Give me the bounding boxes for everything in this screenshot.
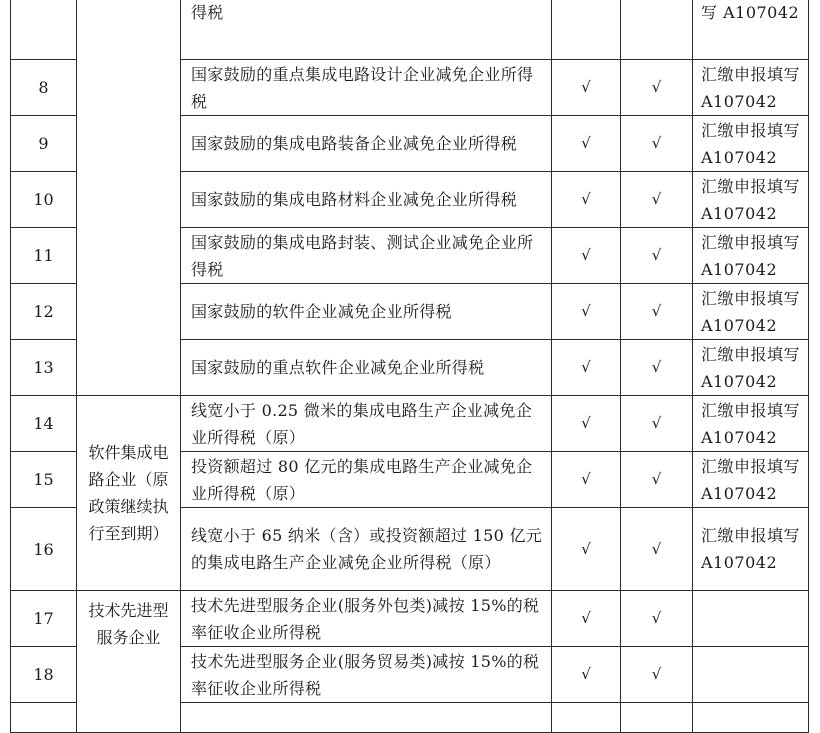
item-text: 线宽小于 65 纳米（含）或投资额超过 150 亿元的集成电路生产企业减免企业所得税（原） [191, 526, 543, 572]
item-cell [181, 284, 552, 340]
check-mark: √ [621, 396, 693, 452]
note-cell [693, 0, 809, 60]
row-number-cell: 15 [11, 452, 77, 508]
row-number-cell: 14 [11, 396, 77, 452]
note-cell [693, 452, 809, 508]
item-cell [181, 508, 552, 591]
item-cell [181, 647, 552, 703]
item-cell [181, 172, 552, 228]
note-cell [693, 116, 809, 172]
category-cell [77, 0, 181, 396]
row-number-cell: 8 [11, 60, 77, 116]
item-text: 线宽小于 0.25 微米的集成电路生产企业减免企业所得税（原） [191, 400, 532, 447]
check-mark: √ [552, 340, 621, 396]
category-label: 软件集成电路企业（原政策继续执行至到期） [88, 443, 169, 543]
check-mark: √ [552, 228, 621, 284]
note-text: 汇缴申报填写 A107042 [701, 232, 801, 279]
category-label: 技术先进型服务企业 [88, 601, 169, 647]
note-cell [693, 60, 809, 116]
check-cell [552, 703, 621, 733]
check-mark: √ [621, 340, 693, 396]
note-text: 汇缴申报填写 A107042 [701, 526, 801, 572]
check-mark: √ [552, 508, 621, 591]
category-cell [77, 591, 181, 733]
item-cell [181, 228, 552, 284]
row-number-cell: 9 [11, 116, 77, 172]
item-text: 投资额超过 80 亿元的集成电路生产企业减免企业所得税（原） [191, 456, 533, 503]
row-number-cell: 13 [11, 340, 77, 396]
item-text: 国家鼓励的重点集成电路设计企业减免企业所得税 [191, 64, 534, 111]
check-mark: √ [621, 284, 693, 340]
item-cell [181, 396, 552, 452]
check-cell [552, 0, 621, 60]
note-text: 汇缴申报填写 A107042 [701, 176, 801, 223]
note-text: 汇缴申报填写 A107042 [701, 120, 801, 167]
note-cell [693, 284, 809, 340]
check-mark: √ [621, 60, 693, 116]
note-text: 汇缴申报填写 A107042 [701, 288, 801, 335]
item-cell [181, 116, 552, 172]
row-number-cell [11, 703, 77, 733]
row-number-cell: 16 [11, 508, 77, 591]
note-cell [693, 703, 809, 733]
row-number-cell: 12 [11, 284, 77, 340]
item-text: 技术先进型服务企业(服务外包类)减按 15%的税率征收企业所得税 [191, 595, 540, 642]
note-cell [693, 396, 809, 452]
check-mark: √ [621, 647, 693, 703]
row-number-cell: 17 [11, 591, 77, 647]
item-text: 技术先进型服务企业(服务贸易类)减按 15%的税率征收企业所得税 [191, 651, 540, 698]
check-mark: √ [552, 284, 621, 340]
item-text: 国家鼓励的集成电路装备企业减免企业所得税 [191, 134, 518, 153]
check-mark: √ [552, 60, 621, 116]
item-text: 国家鼓励的软件企业减免企业所得税 [191, 302, 452, 321]
note-text: 汇缴申报填写 A107042 [701, 400, 801, 447]
check-mark: √ [552, 452, 621, 508]
table-row [11, 396, 809, 452]
check-cell [621, 0, 693, 60]
item-cell [181, 591, 552, 647]
check-mark: √ [552, 116, 621, 172]
check-mark: √ [552, 172, 621, 228]
check-mark: √ [621, 172, 693, 228]
item-text: 得税 [191, 3, 224, 22]
tax-incentive-table [10, 0, 809, 733]
check-mark: √ [552, 591, 621, 647]
note-cell [693, 228, 809, 284]
check-mark: √ [552, 647, 621, 703]
note-cell [693, 340, 809, 396]
note-text: 汇缴申报填写 A107042 [701, 456, 801, 503]
row-number-cell: 11 [11, 228, 77, 284]
note-cell [693, 591, 809, 647]
table-row [11, 0, 809, 60]
row-number-cell: 18 [11, 647, 77, 703]
item-cell [181, 703, 552, 733]
item-text: 国家鼓励的重点软件企业减免企业所得税 [191, 358, 485, 377]
item-cell [181, 452, 552, 508]
category-cell [77, 396, 181, 591]
note-cell [693, 508, 809, 591]
row-number-cell: 10 [11, 172, 77, 228]
check-mark: √ [552, 396, 621, 452]
note-cell [693, 647, 809, 703]
note-text: 写 A107042 [701, 3, 800, 22]
item-text: 国家鼓励的集成电路封装、测试企业减免企业所得税 [191, 232, 534, 279]
note-text: 汇缴申报填写 A107042 [701, 344, 801, 391]
check-mark: √ [621, 116, 693, 172]
check-mark: √ [621, 508, 693, 591]
item-cell [181, 340, 552, 396]
item-text: 国家鼓励的集成电路材料企业减免企业所得税 [191, 190, 518, 209]
item-cell [181, 60, 552, 116]
check-mark: √ [621, 591, 693, 647]
row-number-cell [11, 0, 77, 60]
check-cell [621, 703, 693, 733]
note-text: 汇缴申报填写 A107042 [701, 64, 801, 111]
table-row [11, 591, 809, 647]
check-mark: √ [621, 452, 693, 508]
check-mark: √ [621, 228, 693, 284]
note-cell [693, 172, 809, 228]
item-cell [181, 0, 552, 60]
